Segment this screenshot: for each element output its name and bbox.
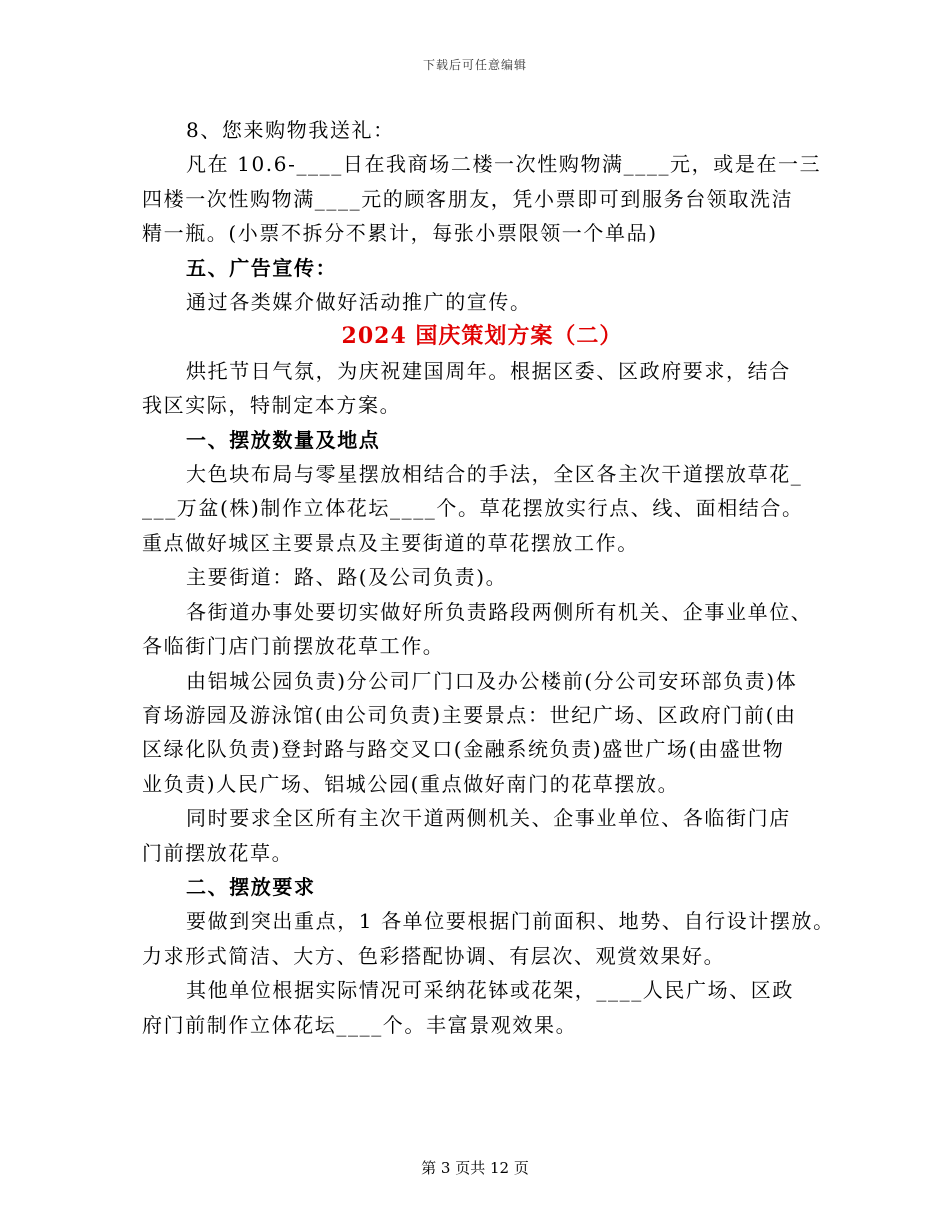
document-body [142, 113, 835, 1042]
paragraph-line: 我区实际，特制定本方案。 [142, 393, 402, 418]
paragraph-line: 8、您来购物我送礼： [186, 118, 395, 142]
paragraph-line: 由铝城公园负责)分公司厂门口及办公楼前(分公司安环部负责)体 [186, 668, 798, 693]
paragraph-line: 要做到突出重点，1 各单位要根据门前面积、地势、自行设计摆放。 [186, 909, 835, 934]
paragraph-line: 门前摆放花草。 [142, 840, 294, 865]
paragraph-line: 力求形式简洁、大方、色彩搭配协调、有层次、观赏效果好。 [142, 943, 726, 968]
paragraph-line: 府门前制作立体花坛____个。丰富景观效果。 [142, 1012, 578, 1037]
page-number: 第 3 页共 12 页 [421, 1159, 529, 1177]
page-header-note: 下载后可任意编辑 [422, 58, 527, 72]
paragraph-line: 各临街门店门前摆放花草工作。 [142, 634, 445, 659]
paragraph-line: 育场游园及游泳馆(由公司负责)主要景点：世纪广场、区政府门前(由 [142, 702, 797, 727]
section-heading: 五、广告宣传： [186, 255, 338, 280]
paragraph-line: 其他单位根据实际情况可采纳花钵或花架，____人民广场、区政 [186, 978, 794, 1003]
paragraph-line: 凡在 10.6-____日在我商场二楼一次性购物满____元，或是在一三 [186, 152, 822, 177]
paragraph-line: 各街道办事处要切实做好所负责路段两侧所有机关、企事业单位、 [186, 599, 813, 624]
paragraph-line: ___万盆(株)制作立体花坛____个。草花摆放实行点、线、面相结合。 [142, 496, 804, 521]
paragraph-line: 通过各类媒介做好活动推广的宣传。 [186, 290, 532, 315]
paragraph-line: 主要街道：路、路(及公司负责)。 [186, 565, 508, 590]
paragraph-line: 区绿化队负责)登封路与路交叉口(金融系统负责)盛世广场(由盛世物 [142, 737, 785, 762]
paragraph-line: 精一瓶。(小票不拆分不累计，每张小票限领一个单品) [142, 221, 658, 246]
paragraph-line: 业负责)人民广场、铝城公园(重点做好南门的花草摆放。 [142, 771, 680, 796]
paragraph-line: 重点做好城区主要景点及主要街道的草花摆放工作。 [142, 530, 639, 555]
section-heading: 一、摆放数量及地点 [186, 427, 381, 452]
paragraph-line: 烘托节日气氛，为庆祝建国周年。根据区委、区政府要求，结合 [186, 358, 791, 383]
paragraph-line: 大色块布局与零星摆放相结合的手法，全区各主次干道摆放草花_ [186, 462, 803, 487]
paragraph-line: 四楼一次性购物满____元的顾客朋友，凭小票即可到服务台领取洗洁 [142, 186, 794, 211]
paragraph-line: 同时要求全区所有主次干道两侧机关、企事业单位、各临街门店 [186, 806, 791, 831]
section-heading: 二、摆放要求 [186, 874, 316, 899]
document-section-title: 2024 国庆策划方案（二） [341, 323, 623, 350]
